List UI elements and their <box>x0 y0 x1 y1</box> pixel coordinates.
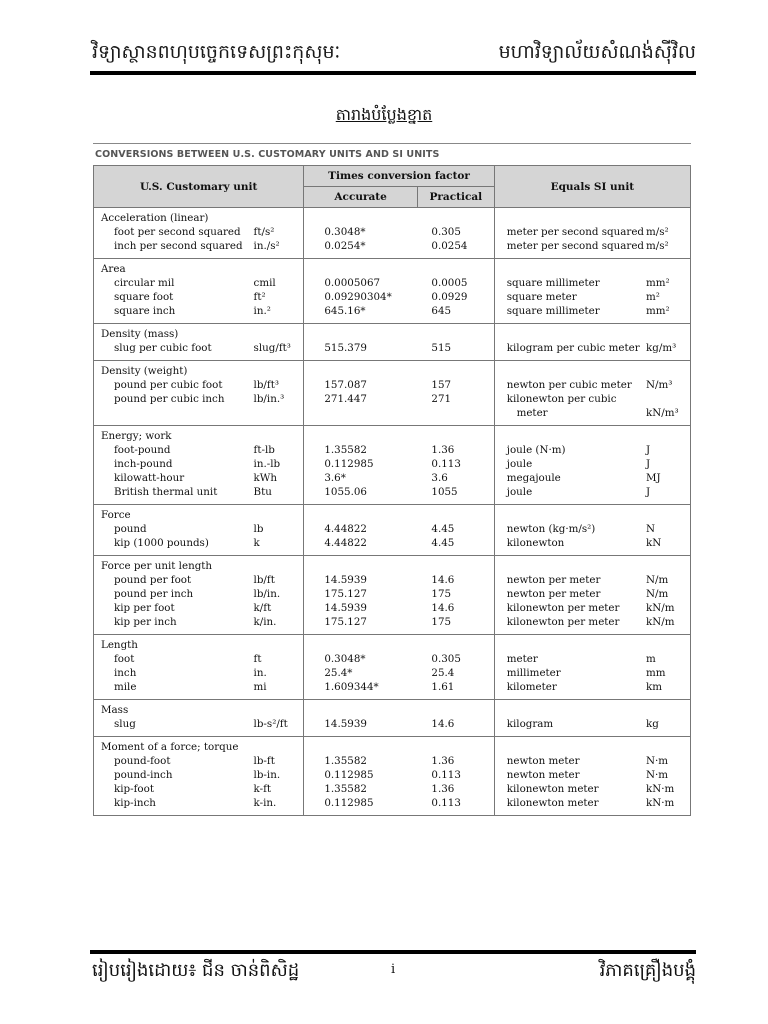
cell-practical: 1.61 <box>431 681 455 693</box>
cell-unit-symbol <box>250 361 304 379</box>
cell-unit-name: inch <box>94 666 250 680</box>
cell-unit-name: square foot <box>94 290 250 304</box>
table-row <box>94 768 691 782</box>
cell-si-unit-name: kilogram <box>494 717 644 737</box>
cell-practical: 1.36 <box>431 755 455 767</box>
table-row <box>94 457 691 471</box>
cell-si-unit-symbol <box>644 259 690 277</box>
cell-si-unit-symbol <box>644 208 690 226</box>
cell-unit-symbol <box>250 635 304 653</box>
cell-si-unit-symbol: m² <box>644 290 690 304</box>
cell-practical: 0.305 <box>431 226 461 238</box>
table-row <box>94 290 691 304</box>
cell-accurate: 1.35582 <box>304 782 418 796</box>
cell-si-unit-symbol: m/s² <box>644 239 690 259</box>
table-row <box>94 652 691 666</box>
cell-si-unit-symbol <box>644 635 690 653</box>
table-row <box>94 536 691 556</box>
cell-accurate: 1.35582 <box>304 754 418 768</box>
cell-unit-name: Length <box>94 635 250 653</box>
table-group-row <box>94 737 691 755</box>
table-row <box>94 522 691 536</box>
page-number: i <box>391 962 396 977</box>
cell-accurate: 271.447 <box>304 392 418 406</box>
cell-si-unit-name <box>494 426 644 444</box>
table-group-row <box>94 361 691 379</box>
cell-unit-symbol: in. <box>253 667 267 679</box>
cell-practical <box>417 556 494 574</box>
cell-si-unit-name: meter per second squared <box>494 239 644 259</box>
table-group-row <box>94 324 691 342</box>
cell-practical: 0.0005 <box>431 277 468 289</box>
header-times-conversion: Times conversion factor <box>304 166 494 187</box>
table-row <box>94 796 691 816</box>
cell-unit-name: Force <box>94 505 250 523</box>
cell-unit-symbol <box>250 505 304 523</box>
cell-si-unit-symbol: N/m <box>644 573 690 587</box>
table-row <box>94 443 691 457</box>
table-row <box>94 304 691 324</box>
cell-unit-name: kip (1000 pounds) <box>94 536 250 556</box>
cell-si-unit-name: joule (N·m) <box>494 443 644 457</box>
cell-unit-name: inch per second squared <box>94 239 250 259</box>
header-faculty: មហាវិទ្យាល័យសំណង់ស៊ីវិល <box>498 41 696 63</box>
cell-unit-symbol: lb <box>253 523 264 535</box>
cell-unit-symbol <box>250 208 304 226</box>
cell-unit-name: pound-inch <box>94 768 250 782</box>
cell-si-unit-symbol: MJ <box>644 471 690 485</box>
conversion-table-figure <box>93 143 691 809</box>
cell-si-unit-symbol: m <box>644 652 690 666</box>
cell-accurate <box>304 361 418 379</box>
cell-accurate: 0.112985 <box>304 457 418 471</box>
table-row <box>94 601 691 615</box>
cell-si-unit-name: kilonewton meter <box>494 796 644 816</box>
cell-si-unit-symbol: mm² <box>644 304 690 324</box>
cell-practical: 4.45 <box>431 523 455 535</box>
cell-accurate <box>304 505 418 523</box>
cell-si-unit-name: kilonewton per cubic <box>494 392 644 406</box>
cell-unit-name: pound per foot <box>94 573 250 587</box>
cell-accurate: 1.35582 <box>304 443 418 457</box>
cell-si-unit-symbol: mm² <box>644 276 690 290</box>
cell-si-unit-name: kilogram per cubic meter <box>494 341 644 361</box>
cell-si-unit-name <box>494 208 644 226</box>
cell-si-unit-symbol: J <box>644 443 690 457</box>
cell-unit-symbol: lb-ft <box>253 755 275 767</box>
cell-unit-name: Moment of a force; torque <box>94 737 250 755</box>
cell-si-unit-symbol: kN·m <box>644 782 690 796</box>
cell-unit-symbol: lb-s²/ft <box>253 718 288 730</box>
cell-si-unit-symbol: mm <box>644 666 690 680</box>
cell-practical: 175 <box>431 588 452 600</box>
table-row <box>94 717 691 737</box>
cell-unit-symbol: kWh <box>253 472 278 484</box>
cell-si-unit-symbol: N/m³ <box>644 378 690 392</box>
table-group-row <box>94 635 691 653</box>
cell-si-unit-name: millimeter <box>494 666 644 680</box>
table-row <box>94 587 691 601</box>
cell-practical: 271 <box>431 393 452 405</box>
cell-si-unit-symbol <box>644 361 690 379</box>
cell-unit-symbol: mi <box>253 681 267 693</box>
cell-unit-symbol <box>250 259 304 277</box>
cell-si-unit-name: newton per cubic meter <box>494 378 644 392</box>
cell-si-unit-name: meter <box>494 406 644 426</box>
table-row <box>94 341 691 361</box>
cell-accurate: 0.112985 <box>304 796 418 816</box>
table-group-row <box>94 556 691 574</box>
cell-unit-name: Area <box>94 259 250 277</box>
cell-accurate: 1055.06 <box>304 485 418 505</box>
cell-si-unit-symbol <box>644 737 690 755</box>
cell-si-unit-symbol: kN/m <box>644 601 690 615</box>
cell-unit-symbol: slug/ft³ <box>253 342 291 354</box>
cell-accurate <box>304 426 418 444</box>
cell-unit-symbol <box>250 406 304 426</box>
cell-unit-symbol: in./s² <box>253 240 280 252</box>
cell-si-unit-symbol <box>644 324 690 342</box>
footer-author: រៀបរៀងដោយ៖ ជីន ចាន់ពិសិដ្ឋ <box>92 960 300 981</box>
cell-accurate: 0.3048* <box>304 652 418 666</box>
cell-practical <box>417 635 494 653</box>
header-practical: Practical <box>417 187 494 208</box>
table-body <box>94 208 691 816</box>
cell-si-unit-symbol: N/m <box>644 587 690 601</box>
cell-si-unit-symbol: N·m <box>644 768 690 782</box>
cell-practical <box>417 324 494 342</box>
header-rule <box>90 71 696 75</box>
cell-accurate <box>304 737 418 755</box>
cell-unit-symbol: lb/ft³ <box>253 379 279 391</box>
cell-unit-symbol: k-in. <box>250 796 304 816</box>
cell-unit-symbol: lb/in.³ <box>253 393 285 405</box>
cell-unit-symbol <box>250 700 304 718</box>
cell-practical: 175 <box>431 616 452 628</box>
cell-si-unit-symbol <box>644 426 690 444</box>
cell-unit-symbol <box>250 556 304 574</box>
cell-unit-symbol: k <box>253 537 260 549</box>
cell-si-unit-name: megajoule <box>494 471 644 485</box>
cell-practical <box>417 208 494 226</box>
cell-unit-name: square inch <box>94 304 250 324</box>
cell-si-unit-name: square millimeter <box>494 276 644 290</box>
table-row <box>94 754 691 768</box>
cell-accurate: 645.16* <box>304 304 418 324</box>
cell-practical <box>417 259 494 277</box>
cell-si-unit-name <box>494 700 644 718</box>
cell-si-unit-symbol: kN/m³ <box>644 406 690 426</box>
cell-unit-symbol: ft² <box>253 291 266 303</box>
table-group-row <box>94 208 691 226</box>
header-equals-si: Equals SI unit <box>494 166 690 208</box>
cell-unit-name <box>94 406 250 426</box>
cell-unit-name: pound <box>94 522 250 536</box>
cell-si-unit-name: meter per second squared <box>494 225 644 239</box>
cell-si-unit-symbol <box>644 556 690 574</box>
table-row <box>94 406 691 426</box>
cell-si-unit-name: kilonewton per meter <box>494 615 644 635</box>
cell-unit-name: pound per cubic inch <box>94 392 250 406</box>
cell-si-unit-name: square millimeter <box>494 304 644 324</box>
cell-unit-symbol: lb/in. <box>253 588 281 600</box>
cell-unit-name: foot <box>94 652 250 666</box>
cell-si-unit-name: newton meter <box>494 768 644 782</box>
cell-unit-symbol: in.-lb <box>253 458 281 470</box>
table-row <box>94 680 691 700</box>
cell-practical <box>417 505 494 523</box>
cell-practical: 0.0254 <box>431 240 468 252</box>
cell-practical: 14.6 <box>431 574 455 586</box>
cell-si-unit-symbol: N·m <box>644 754 690 768</box>
caption-rule <box>93 143 691 144</box>
cell-si-unit-name <box>494 361 644 379</box>
table-row <box>94 666 691 680</box>
cell-unit-name: kip per foot <box>94 601 250 615</box>
cell-unit-symbol: Btu <box>253 486 272 498</box>
table-group-row <box>94 426 691 444</box>
table-group-row <box>94 259 691 277</box>
cell-unit-name: Density (weight) <box>94 361 250 379</box>
cell-accurate: 157.087 <box>304 378 418 392</box>
table-row <box>94 378 691 392</box>
cell-practical: 0.113 <box>417 796 494 816</box>
cell-accurate <box>304 208 418 226</box>
cell-si-unit-symbol: kN <box>644 536 690 556</box>
cell-unit-name: mile <box>94 680 250 700</box>
cell-si-unit-name <box>494 635 644 653</box>
cell-unit-symbol: ft/s² <box>253 226 275 238</box>
cell-accurate: 0.112985 <box>304 768 418 782</box>
cell-accurate: 25.4* <box>304 666 418 680</box>
table-row <box>94 392 691 406</box>
cell-practical: 0.113 <box>431 458 461 470</box>
page-title: តារាងបំប្លែងខ្នាត <box>335 105 433 124</box>
cell-si-unit-symbol: kN·m <box>644 796 690 816</box>
cell-unit-symbol <box>250 426 304 444</box>
cell-practical: 4.45 <box>431 537 455 549</box>
table-row <box>94 782 691 796</box>
cell-unit-symbol: lb/ft <box>253 574 275 586</box>
cell-unit-symbol: ft-lb <box>253 444 275 456</box>
cell-accurate: 0.0254* <box>304 239 418 259</box>
cell-accurate: 0.09290304* <box>304 290 418 304</box>
cell-unit-name: circular mil <box>94 276 250 290</box>
table-row <box>94 239 691 259</box>
cell-si-unit-symbol: m/s² <box>644 225 690 239</box>
cell-unit-name: kilowatt-hour <box>94 471 250 485</box>
cell-unit-name: pound-foot <box>94 754 250 768</box>
cell-unit-symbol <box>250 324 304 342</box>
cell-si-unit-name <box>494 556 644 574</box>
cell-accurate <box>304 700 418 718</box>
table-group-row <box>94 700 691 718</box>
cell-accurate <box>304 324 418 342</box>
cell-unit-symbol: lb-in. <box>253 769 281 781</box>
cell-unit-name: Acceleration (linear) <box>94 208 250 226</box>
table-row <box>94 485 691 505</box>
cell-unit-symbol: in.² <box>253 305 271 317</box>
cell-si-unit-symbol: kg <box>644 717 690 737</box>
cell-si-unit-name: kilometer <box>494 680 644 700</box>
cell-practical: 14.6 <box>431 602 455 614</box>
cell-accurate: 0.3048* <box>304 225 418 239</box>
cell-unit-name: slug <box>94 717 250 737</box>
cell-accurate: 14.5939 <box>304 717 418 737</box>
cell-unit-name: Mass <box>94 700 250 718</box>
header-accurate: Accurate <box>304 187 418 208</box>
cell-unit-name: kip-inch <box>94 796 250 816</box>
cell-practical: 1.36 <box>431 444 455 456</box>
cell-unit-name: inch-pound <box>94 457 250 471</box>
cell-si-unit-symbol <box>644 700 690 718</box>
cell-unit-name: Density (mass) <box>94 324 250 342</box>
footer-rule <box>90 950 696 954</box>
cell-accurate: 14.5939 <box>304 601 418 615</box>
cell-practical: 3.6 <box>431 472 448 484</box>
cell-practical: 645 <box>431 305 452 317</box>
cell-si-unit-name: kilonewton meter <box>494 782 644 796</box>
table-caption: CONVERSIONS BETWEEN U.S. CUSTOMARY UNITS AND SI UNITS <box>95 149 440 160</box>
cell-unit-symbol: ft <box>253 653 262 665</box>
table-row <box>94 276 691 290</box>
cell-si-unit-name <box>494 259 644 277</box>
cell-accurate: 175.127 <box>304 587 418 601</box>
cell-si-unit-symbol: J <box>644 485 690 505</box>
footer-subject: វិភាគគ្រឿងបង្គុំ <box>599 960 696 981</box>
cell-si-unit-symbol: kN/m <box>644 615 690 635</box>
cell-practical: 1055 <box>431 486 458 498</box>
header-customary-unit: U.S. Customary unit <box>94 166 304 208</box>
cell-accurate <box>304 556 418 574</box>
table-row <box>94 615 691 635</box>
cell-accurate <box>304 259 418 277</box>
table-row <box>94 573 691 587</box>
table-row <box>94 225 691 239</box>
cell-unit-name: Energy; work <box>94 426 250 444</box>
cell-si-unit-name: joule <box>494 457 644 471</box>
cell-si-unit-symbol <box>644 392 690 406</box>
cell-unit-name: foot-pound <box>94 443 250 457</box>
cell-practical: 25.4 <box>431 667 455 679</box>
cell-si-unit-name <box>494 737 644 755</box>
cell-si-unit-name: newton (kg·m/s²) <box>494 522 644 536</box>
cell-practical <box>417 737 494 755</box>
cell-si-unit-name <box>494 324 644 342</box>
cell-accurate: 0.0005067 <box>304 276 418 290</box>
cell-accurate: 515.379 <box>304 341 418 361</box>
cell-si-unit-name: joule <box>494 485 644 505</box>
cell-practical: 515 <box>431 342 452 354</box>
cell-si-unit-name: square meter <box>494 290 644 304</box>
cell-unit-symbol: k/in. <box>253 616 277 628</box>
cell-si-unit-symbol: J <box>644 457 690 471</box>
cell-unit-name: pound per cubic foot <box>94 378 250 392</box>
cell-si-unit-name: kilonewton <box>494 536 644 556</box>
table-group-row <box>94 505 691 523</box>
conversion-table <box>93 165 691 816</box>
cell-practical: 1.36 <box>431 783 455 795</box>
cell-si-unit-name: meter <box>494 652 644 666</box>
cell-accurate <box>304 635 418 653</box>
cell-unit-name: slug per cubic foot <box>94 341 250 361</box>
table-row <box>94 471 691 485</box>
cell-accurate: 175.127 <box>304 615 418 635</box>
cell-accurate <box>304 406 418 426</box>
cell-si-unit-name: newton per meter <box>494 573 644 587</box>
cell-unit-symbol: k-ft <box>253 783 272 795</box>
cell-unit-name: British thermal unit <box>94 485 250 505</box>
cell-unit-name: Force per unit length <box>94 556 250 574</box>
cell-si-unit-name: kilonewton per meter <box>494 601 644 615</box>
cell-practical <box>417 406 494 426</box>
cell-accurate: 1.609344* <box>304 680 418 700</box>
cell-practical: 0.113 <box>431 769 461 781</box>
cell-practical: 14.6 <box>431 718 455 730</box>
cell-si-unit-name: newton meter <box>494 754 644 768</box>
cell-si-unit-name <box>494 505 644 523</box>
cell-accurate: 3.6* <box>304 471 418 485</box>
header-institute: វិទ្យាស្ថានពហុបច្ចេកទេសព្រះកុសុមៈ <box>92 41 341 63</box>
cell-accurate: 14.5939 <box>304 573 418 587</box>
cell-practical: 0.0929 <box>431 291 468 303</box>
cell-unit-symbol: k/ft <box>253 602 272 614</box>
cell-si-unit-name: newton per meter <box>494 587 644 601</box>
cell-practical <box>417 361 494 379</box>
cell-practical <box>417 700 494 718</box>
cell-unit-symbol <box>250 737 304 755</box>
cell-practical <box>417 426 494 444</box>
cell-si-unit-symbol: km <box>644 680 690 700</box>
cell-si-unit-symbol: N <box>644 522 690 536</box>
cell-si-unit-symbol <box>644 505 690 523</box>
cell-unit-name: kip per inch <box>94 615 250 635</box>
cell-practical: 0.305 <box>431 653 461 665</box>
cell-accurate: 4.44822 <box>304 536 418 556</box>
cell-si-unit-symbol: kg/m³ <box>644 341 690 361</box>
cell-unit-name: kip-foot <box>94 782 250 796</box>
cell-unit-name: pound per inch <box>94 587 250 601</box>
cell-accurate: 4.44822 <box>304 522 418 536</box>
cell-unit-symbol: cmil <box>253 277 276 289</box>
cell-practical: 157 <box>431 379 452 391</box>
cell-unit-name: foot per second squared <box>94 225 250 239</box>
